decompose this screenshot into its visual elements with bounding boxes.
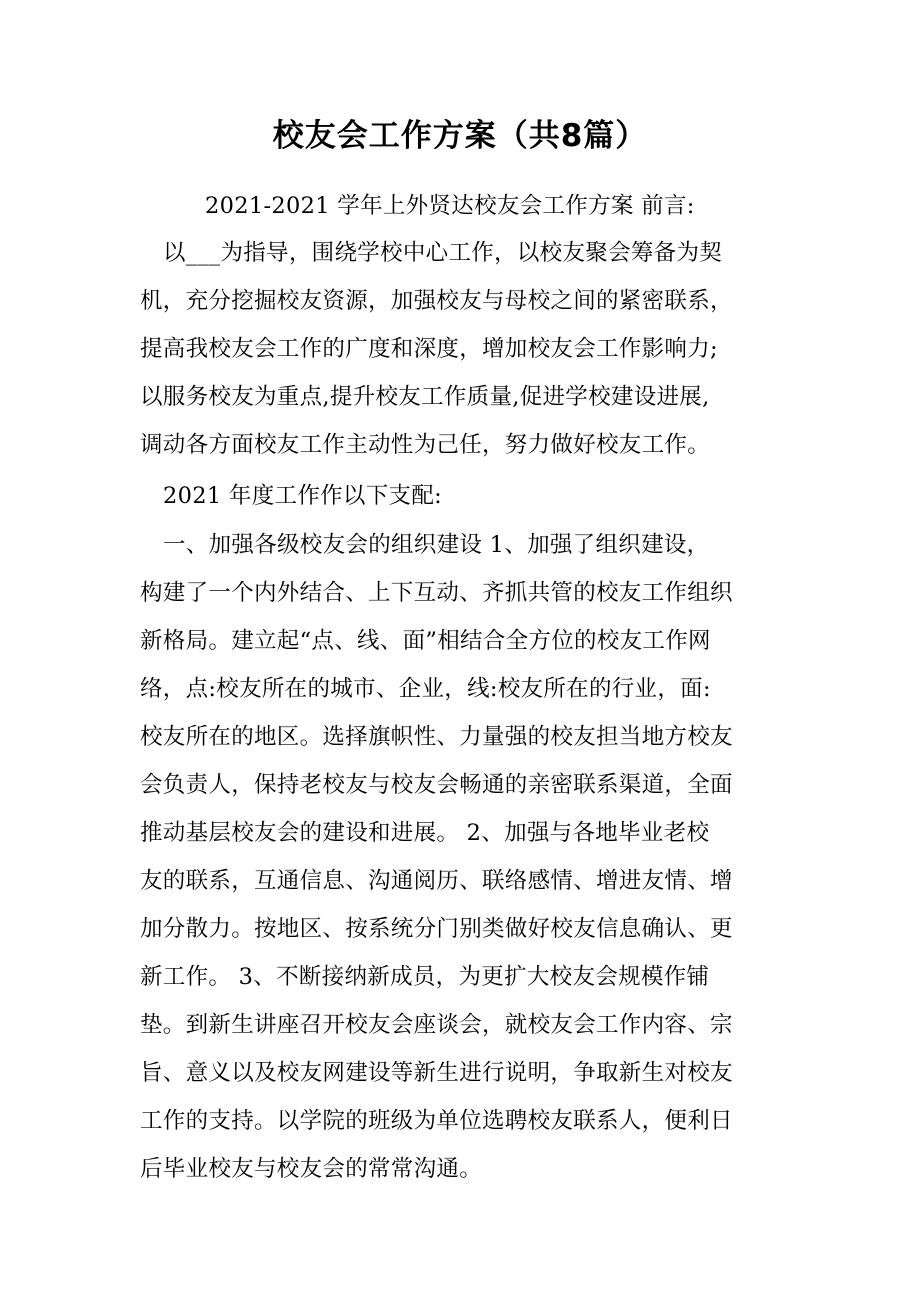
text-line: 构建了一个内外结合、上下互动、齐抓共管的校友工作组织 xyxy=(140,580,733,606)
text-line: 以___为指导，围绕学校中心工作，以校友聚会筹备为契 xyxy=(163,240,723,266)
document-title: 校友会工作方案（共8篇） xyxy=(272,118,648,154)
text-line: 后毕业校友与校友会的常常沟通。 xyxy=(140,1156,483,1182)
text-line: 旨、意义以及校友网建设等新生进行说明，争取新生对校友 xyxy=(140,1060,733,1086)
text-line: 调动各方面校友工作主动性为己任，努力做好校友工作。 xyxy=(140,432,711,458)
text-line: 垫。到新生讲座召开校友会座谈会，就校友会工作内容、宗 xyxy=(140,1012,733,1038)
text-line: 以服务校友为重点,提升校友工作质量,促进学校建设进展, xyxy=(140,384,710,410)
text-line-preface: 2021-2021 学年上外贤达校友会工作方案 前言: xyxy=(205,193,695,219)
text-line: 提高我校友会工作的广度和深度，增加校友会工作影响力; xyxy=(140,336,718,362)
text-line: 络，点:校友所在的城市、企业，线:校友所在的行业，面: xyxy=(140,676,711,702)
text-line: 加分散力。按地区、按系统分门别类做好校友信息确认、更 xyxy=(140,916,733,942)
text-line: 新格局。建立起“点、线、面”相结合全方位的校友工作网 xyxy=(140,628,711,654)
text-line: 新工作。 3、不断接纳新成员，为更扩大校友会规模作铺 xyxy=(140,964,710,990)
text-line: 推动基层校友会的建设和进展。 2、加强与各地毕业老校 xyxy=(140,820,710,846)
text-line: 机，充分挖掘校友资源，加强校友与母校之间的紧密联系， xyxy=(140,288,733,314)
text-line: 会负责人，保持老校友与校友会畅通的亲密联系渠道，全面 xyxy=(140,772,733,798)
text-line-plan-heading: 2021 年度工作作以下支配: xyxy=(163,483,442,509)
text-line-section-heading: 一、加强各级校友会的组织建设 1、加强了组织建设， xyxy=(163,532,710,558)
text-line: 友的联系，互通信息、沟通阅历、联络感情、增进友情、增 xyxy=(140,868,733,894)
text-line: 工作的支持。以学院的班级为单位选聘校友联系人，便利日 xyxy=(140,1108,733,1134)
text-line: 校友所在的地区。选择旗帜性、力量强的校友担当地方校友 xyxy=(140,724,733,750)
